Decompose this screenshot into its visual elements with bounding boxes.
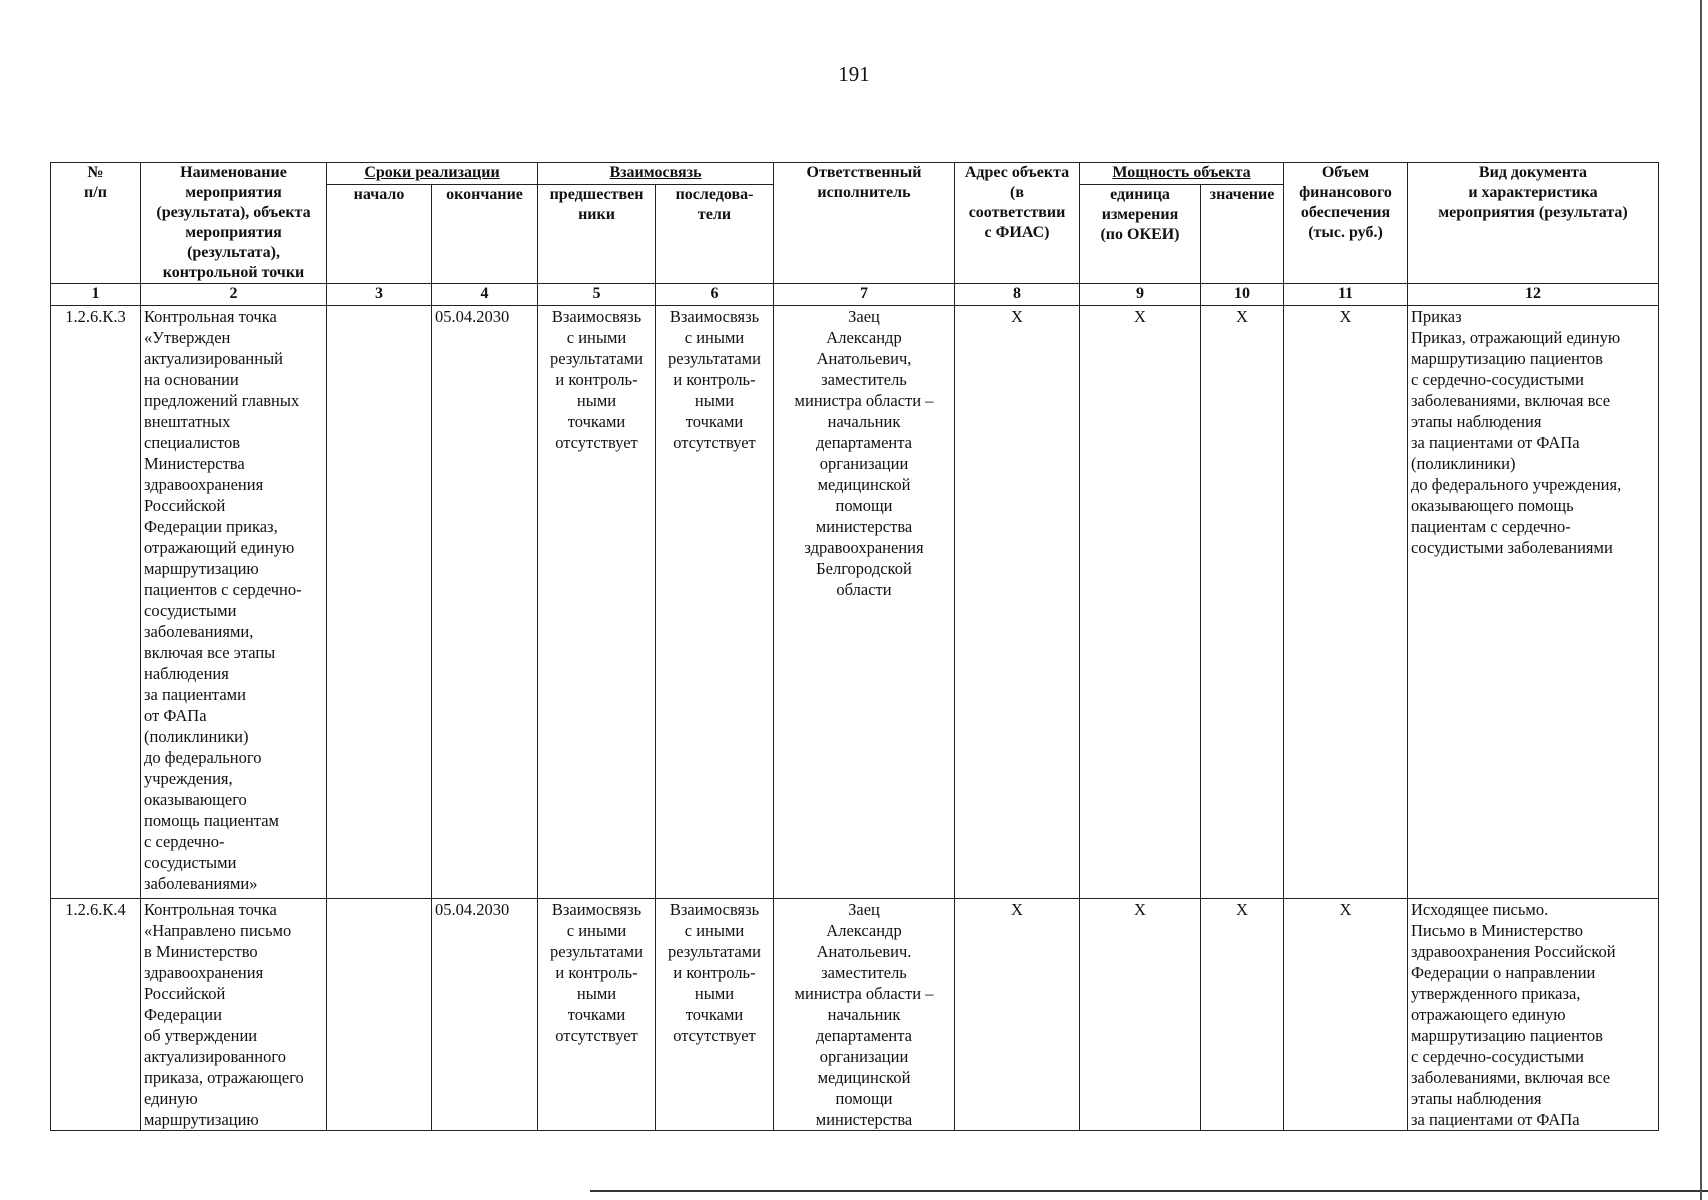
- text-line: за пациентами: [144, 685, 246, 704]
- header-volume: [1284, 163, 1408, 284]
- text-line: с иными: [566, 328, 627, 347]
- text-line: Федерации приказ,: [144, 517, 278, 536]
- text-line: наблюдения: [144, 664, 229, 683]
- row-start: [327, 306, 432, 899]
- col-number: 9: [1080, 284, 1201, 306]
- col-number: 4: [432, 284, 538, 306]
- text-line: за пациентами от ФАПа: [1411, 433, 1580, 452]
- row-unit: X: [1080, 306, 1201, 899]
- text-line: мероприятия: [185, 184, 282, 201]
- text-line: Взаимосвязь: [669, 900, 760, 919]
- text-line: «Направлено письмо: [144, 921, 292, 940]
- text-line: с иными: [566, 921, 627, 940]
- text-line: на основании: [144, 370, 239, 389]
- text-line: ники: [578, 206, 615, 223]
- text-line: (результата), объекта: [156, 204, 311, 221]
- row-value: X: [1201, 899, 1284, 1131]
- text-line: тели: [697, 206, 732, 223]
- row-number: 1.2.6.К.4: [51, 899, 141, 1131]
- table-row: [51, 306, 1659, 899]
- row-number: 1.2.6.К.3: [51, 306, 141, 899]
- text-line: Федерации: [144, 1005, 222, 1024]
- text-line: оказывающего: [144, 790, 247, 809]
- text-line: №: [87, 164, 104, 181]
- column-numbers-row: [51, 284, 1659, 306]
- text-line: маршрутизацию пациентов: [1411, 1026, 1603, 1045]
- text-line: организации: [819, 454, 909, 473]
- text-line: оказывающего помощь: [1411, 496, 1574, 515]
- header-num: [51, 163, 141, 284]
- col-number: 5: [538, 284, 656, 306]
- text-line: единица: [1110, 186, 1170, 203]
- col-number: 6: [656, 284, 774, 306]
- text-line: отсутствует: [555, 433, 638, 452]
- text-line: измерения: [1101, 206, 1179, 223]
- text-line: департамента: [816, 1026, 912, 1045]
- row-volume: X: [1284, 899, 1408, 1131]
- text-line: Анатольевич,: [816, 349, 912, 368]
- text-line: от ФАПа: [144, 706, 207, 725]
- header-predecessors: [538, 185, 656, 284]
- text-line: результатами: [668, 349, 761, 368]
- text-line: Приказ: [1411, 307, 1462, 326]
- activity-plan-table: [50, 162, 1659, 1131]
- text-line: здравоохранения: [144, 963, 264, 982]
- text-line: точками: [685, 1005, 744, 1024]
- col-number: 8: [955, 284, 1080, 306]
- text-line: ными: [694, 984, 735, 1003]
- text-line: Письмо в Министерство: [1411, 921, 1584, 940]
- text-line: обеспечения: [1300, 204, 1391, 221]
- text-line: маршрутизацию пациентов: [1411, 349, 1603, 368]
- row-address: X: [955, 306, 1080, 899]
- text-line: отсутствует: [673, 1026, 756, 1045]
- text-line: организации: [819, 1047, 909, 1066]
- text-line: с сердечно-сосудистыми: [1411, 370, 1584, 389]
- header-row: [51, 163, 1659, 185]
- text-line: (тыс. руб.): [1308, 224, 1383, 241]
- text-line: начальник: [827, 412, 901, 431]
- text-line: (поликлиники): [144, 727, 249, 746]
- row-successors: [656, 899, 774, 1131]
- text-line: министерства: [815, 1110, 913, 1129]
- text-line: Взаимосвязь: [551, 900, 642, 919]
- bottom-rule: [590, 1190, 1708, 1192]
- row-document: [1408, 306, 1659, 899]
- row-name: [141, 306, 327, 899]
- text-line: Александр: [826, 328, 902, 347]
- text-line: точками: [567, 1005, 626, 1024]
- text-line: сосудистыми: [144, 853, 237, 872]
- text-line: этапы наблюдения: [1411, 1089, 1542, 1108]
- row-address: X: [955, 899, 1080, 1131]
- text-line: включая все этапы: [144, 643, 276, 662]
- header-terms: Сроки реализации: [327, 163, 538, 185]
- header-unit: [1080, 185, 1201, 284]
- col-number: 12: [1408, 284, 1659, 306]
- text-line: области: [836, 580, 892, 599]
- row-name: [141, 899, 327, 1131]
- col-number: 1: [51, 284, 141, 306]
- header-start: начало: [327, 185, 432, 284]
- text-line: актуализированный: [144, 349, 284, 368]
- text-line: с иными: [684, 921, 745, 940]
- text-line: с ФИАС): [984, 224, 1050, 241]
- row-successors: [656, 306, 774, 899]
- text-line: внештатных: [144, 412, 231, 431]
- col-number: 11: [1284, 284, 1408, 306]
- text-line: помощи: [835, 496, 893, 515]
- text-line: Заец: [848, 900, 880, 919]
- text-line: учреждения,: [144, 769, 233, 788]
- col-number: 3: [327, 284, 432, 306]
- text-line: Адрес объекта: [964, 164, 1070, 181]
- text-line: с сердечно-: [144, 832, 225, 851]
- text-line: актуализированного: [144, 1047, 286, 1066]
- text-line: сосудистыми заболеваниями: [1411, 538, 1613, 557]
- row-predecessors: [538, 306, 656, 899]
- text-line: последова-: [675, 186, 754, 203]
- page-edge: [1700, 0, 1702, 1200]
- text-line: Федерации о направлении: [1411, 963, 1596, 982]
- text-line: заместитель: [821, 370, 907, 389]
- text-line: Российской: [144, 984, 226, 1003]
- text-line: «Утвержден: [144, 328, 231, 347]
- text-line: мероприятия (результата): [1438, 204, 1628, 221]
- header-successors: [656, 185, 774, 284]
- text-line: здравоохранения: [804, 538, 924, 557]
- text-line: (результата),: [187, 244, 280, 261]
- text-line: заболеваниями,: [144, 622, 254, 641]
- text-line: с сердечно-сосудистыми: [1411, 1047, 1584, 1066]
- text-line: единую: [144, 1089, 198, 1108]
- table-row: [51, 899, 1659, 1131]
- text-line: ными: [576, 391, 617, 410]
- text-line: министра области –: [794, 391, 934, 410]
- text-line: приказа, отражающего: [144, 1068, 304, 1087]
- text-line: (в: [1010, 184, 1024, 201]
- text-line: заболеваниями»: [144, 874, 258, 893]
- header-name: [141, 163, 327, 284]
- text-line: этапы наблюдения: [1411, 412, 1542, 431]
- text-line: об утверждении: [144, 1026, 258, 1045]
- text-line: точками: [567, 412, 626, 431]
- text-line: Ответственный: [806, 164, 922, 181]
- text-line: маршрутизацию: [144, 1110, 259, 1129]
- text-line: помощь пациентам: [144, 811, 279, 830]
- text-line: заболеваниями, включая все: [1411, 1068, 1611, 1087]
- text-line: отсутствует: [555, 1026, 638, 1045]
- header-value: значение: [1201, 185, 1284, 284]
- text-line: Министерства: [144, 454, 245, 473]
- text-line: Заец: [848, 307, 880, 326]
- row-document: [1408, 899, 1659, 1131]
- text-line: и контроль-: [555, 963, 638, 982]
- text-line: специалистов: [144, 433, 241, 452]
- text-line: отсутствует: [673, 433, 756, 452]
- row-volume: X: [1284, 306, 1408, 899]
- row-responsible: [774, 899, 955, 1131]
- text-line: медицинской: [817, 475, 911, 494]
- text-line: Взаимосвязь: [551, 307, 642, 326]
- text-line: Наименование: [180, 164, 287, 181]
- text-line: п/п: [84, 184, 107, 201]
- text-line: (по ОКЕИ): [1100, 226, 1180, 243]
- text-line: ными: [694, 391, 735, 410]
- text-line: министерства: [815, 517, 913, 536]
- text-line: пациентов с сердечно-: [144, 580, 302, 599]
- text-line: сосудистыми: [144, 601, 237, 620]
- text-line: начальник: [827, 1005, 901, 1024]
- row-start: [327, 899, 432, 1131]
- text-line: заместитель: [821, 963, 907, 982]
- text-line: и контроль-: [555, 370, 638, 389]
- col-number: 10: [1201, 284, 1284, 306]
- text-line: исполнитель: [817, 184, 911, 201]
- header-responsible: [774, 163, 955, 284]
- row-end: 05.04.2030: [432, 306, 538, 899]
- text-line: маршрутизацию: [144, 559, 259, 578]
- text-line: Исходящее письмо.: [1411, 900, 1549, 919]
- text-line: Анатольевич.: [816, 942, 912, 961]
- row-end: 05.04.2030: [432, 899, 538, 1131]
- col-number: 2: [141, 284, 327, 306]
- text-line: предложений главных: [144, 391, 300, 410]
- page-number: 191: [838, 62, 870, 86]
- header-document: [1408, 163, 1659, 284]
- text-line: финансового: [1299, 184, 1392, 201]
- row-unit: X: [1080, 899, 1201, 1131]
- text-line: Российской: [144, 496, 226, 515]
- text-line: Контрольная точка: [144, 307, 277, 326]
- text-line: Вид документа: [1478, 164, 1588, 181]
- text-line: за пациентами от ФАПа: [1411, 1110, 1580, 1129]
- text-line: (поликлиники): [1411, 454, 1516, 473]
- row-responsible: [774, 306, 955, 899]
- text-line: здравоохранения: [144, 475, 264, 494]
- row-predecessors: [538, 899, 656, 1131]
- header-end: окончание: [432, 185, 538, 284]
- text-line: и характеристика: [1468, 184, 1598, 201]
- text-line: мероприятия: [185, 224, 282, 241]
- text-line: в Министерство: [144, 942, 258, 961]
- text-line: Александр: [826, 921, 902, 940]
- text-line: предшествен: [549, 186, 644, 203]
- text-line: департамента: [816, 433, 912, 452]
- text-line: пациентам с сердечно-: [1411, 517, 1571, 536]
- text-line: утвержденного приказа,: [1411, 984, 1581, 1003]
- text-line: с иными: [684, 328, 745, 347]
- text-line: соответствии: [968, 204, 1066, 221]
- header-address: [955, 163, 1080, 284]
- text-line: точками: [685, 412, 744, 431]
- text-line: Объем: [1321, 164, 1370, 181]
- text-line: Приказ, отражающий единую: [1411, 328, 1621, 347]
- text-line: отражающий единую: [144, 538, 295, 557]
- text-line: результатами: [668, 942, 761, 961]
- text-line: помощи: [835, 1089, 893, 1108]
- col-number: 7: [774, 284, 955, 306]
- text-line: Белгородской: [816, 559, 912, 578]
- header-power: Мощность объекта: [1080, 163, 1284, 185]
- text-line: Контрольная точка: [144, 900, 277, 919]
- text-line: до федерального учреждения,: [1411, 475, 1622, 494]
- text-line: до федерального: [144, 748, 262, 767]
- text-line: здравоохранения Российской: [1411, 942, 1616, 961]
- text-line: министра области –: [794, 984, 934, 1003]
- text-line: отражающего единую: [1411, 1005, 1566, 1024]
- text-line: результатами: [550, 942, 643, 961]
- text-line: заболеваниями, включая все: [1411, 391, 1611, 410]
- header-link: Взаимосвязь: [538, 163, 774, 185]
- text-line: и контроль-: [673, 370, 756, 389]
- text-line: контрольной точки: [162, 264, 305, 281]
- text-line: и контроль-: [673, 963, 756, 982]
- text-line: ными: [576, 984, 617, 1003]
- text-line: медицинской: [817, 1068, 911, 1087]
- text-line: результатами: [550, 349, 643, 368]
- row-value: X: [1201, 306, 1284, 899]
- text-line: Взаимосвязь: [669, 307, 760, 326]
